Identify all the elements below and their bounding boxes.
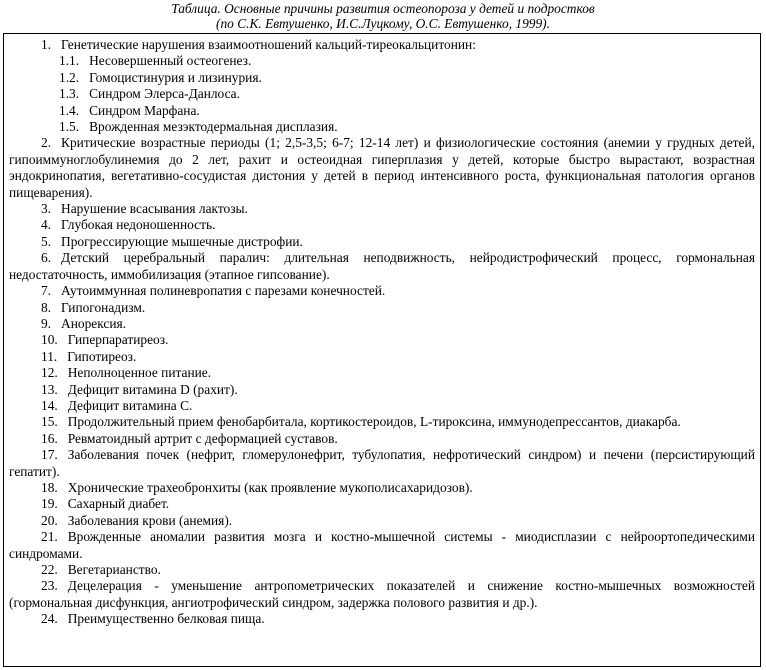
list-item <box>4 431 760 447</box>
item-number: 12. <box>41 365 58 381</box>
list-item <box>4 365 760 381</box>
item-number: 21. <box>41 529 58 545</box>
item-text: Продолжительный прием фенобарбитала, кортикостероидов, L-тироксина, иммунодепрессантов, диакарба. <box>67 414 681 430</box>
item-number: 10. <box>41 332 58 348</box>
list-item <box>4 562 760 578</box>
item-text: Гомоцистинурия и лизинурия. <box>89 69 262 85</box>
list-item <box>4 217 760 233</box>
item-text: Врожденная мезэктодермальная дисплазия. <box>89 119 338 135</box>
item-number: 1.4. <box>59 102 80 118</box>
item-text: Анорексия. <box>61 315 127 331</box>
list-item <box>4 135 760 201</box>
item-number: 3. <box>41 201 52 217</box>
item-text: Гиперпаратиреоз. <box>67 332 169 348</box>
item-number: 18. <box>41 479 58 495</box>
item-text: Заболевания почек (нефрит, гломерулонефрит, тубулопатия, нефротический синдром) и печени (персистирующий гепатит). <box>9 447 755 479</box>
item-number: 9. <box>41 315 52 331</box>
item-text: Дефицит витамина С. <box>67 397 193 413</box>
item-text: Дефицит витамина D (рахит). <box>67 381 238 397</box>
list-item <box>4 414 760 430</box>
causes-table <box>3 33 761 667</box>
item-number: 23. <box>41 578 58 594</box>
list-item <box>4 496 760 512</box>
list-item <box>4 349 760 365</box>
list-item <box>4 119 760 135</box>
list-item <box>4 70 760 86</box>
item-text: Детский церебральный паралич: длительная неподвижность, нейродистрофический процесс, гормональная недостаточность, иммобилизация (этапное гипсование). <box>9 250 755 282</box>
item-text: Синдром Марфана. <box>89 102 200 118</box>
item-text: Децелерация - уменьшение антропометрических показателей и снижение костно-мышечных возможностей (гормональная дисфункция, ангиотрофический синдром, задержка полового развития и др.). <box>9 578 755 610</box>
item-number: 22. <box>41 562 58 577</box>
item-number: 1.2. <box>59 69 80 85</box>
item-number: 1.1. <box>59 53 80 69</box>
caption-line-1: Таблица. Основные причины развития остеопороза у детей и подростков <box>171 1 595 16</box>
caption-line-2: (по С.К. Евтушенко, И.С.Луцкому, О.С. Евтушенко, 1999). <box>216 16 550 31</box>
item-number: 17. <box>41 447 58 463</box>
item-text: Гипогонадизм. <box>61 299 146 315</box>
list-item <box>4 234 760 250</box>
item-number: 16. <box>41 430 58 446</box>
item-text: Несовершенный остеогенез. <box>89 53 252 69</box>
list-item <box>4 201 760 217</box>
item-text: Хронические трахеобронхиты (как проявление мукополисахаридозов). <box>67 479 473 495</box>
item-text: Ревматоидный артрит с деформацией суставов. <box>67 430 338 446</box>
list-item <box>4 529 760 562</box>
list-item <box>4 53 760 69</box>
item-number: 1.5. <box>59 119 80 135</box>
item-number: 5. <box>41 233 52 249</box>
item-text: Врожденные аномалии развития мозга и костно-мышечной системы - миодисплазии с нейроортопедическими синдромами. <box>9 529 755 561</box>
item-text: Вегетарианство. <box>67 562 161 577</box>
item-text: Гипотиреоз. <box>67 348 137 364</box>
item-number: 4. <box>41 217 52 233</box>
item-number: 11. <box>41 348 58 364</box>
list-item <box>4 300 760 316</box>
list-item <box>4 578 760 611</box>
item-text: Нарушение всасывания лактозы. <box>61 201 248 217</box>
item-text: Преимущественно белковая пища. <box>67 611 265 627</box>
item-number: 19. <box>41 496 58 512</box>
table-caption <box>0 0 766 31</box>
item-number: 13. <box>41 381 58 397</box>
list-item <box>4 332 760 348</box>
list-item <box>4 398 760 414</box>
item-text: Синдром Элерса-Данлоса. <box>89 86 240 102</box>
item-text: Прогрессирующие мышечные дистрофии. <box>61 233 303 249</box>
item-text: Заболевания крови (анемия). <box>67 512 233 528</box>
item-number: 24. <box>41 611 58 627</box>
list-item <box>4 480 760 496</box>
item-text: Аутоиммунная полиневропатия с парезами конечностей. <box>61 283 386 299</box>
list-item <box>4 103 760 119</box>
item-number: 1. <box>41 37 52 52</box>
item-number: 7. <box>41 283 52 299</box>
item-text: Генетические нарушения взаимоотношений кальций-тиреокальцитонин: <box>61 37 476 52</box>
list-item <box>4 86 760 102</box>
item-number: 14. <box>41 397 58 413</box>
list-item <box>4 250 760 283</box>
item-number: 15. <box>41 414 58 430</box>
list-item <box>4 283 760 299</box>
item-number: 2. <box>41 135 52 151</box>
item-number: 1.3. <box>59 86 80 102</box>
list-item <box>4 382 760 398</box>
item-text: Глубокая недоношенность. <box>61 217 216 233</box>
list-item <box>4 611 760 627</box>
list-item <box>4 513 760 529</box>
item-text: Неполноценное питание. <box>67 365 212 381</box>
list-item <box>4 316 760 332</box>
item-text: Сахарный диабет. <box>67 496 170 512</box>
item-number: 8. <box>41 299 52 315</box>
list-item <box>4 37 760 53</box>
causes-list <box>4 37 760 628</box>
list-item <box>4 447 760 480</box>
item-text: Критические возрастные периоды (1; 2,5-3,5; 6-7; 12-14 лет) и физиологические состояния (анемии у грудных детей, гипоиммуноглобулинемия до 2 лет, рахит и остеоидная гиперплазия у детей, которые быстро вырастают, возрастная эндокринопатия, вегетативно-сосудистая дистония у детей в период интенсивного роста, функциональная патология органов пищеварения). <box>9 135 755 200</box>
item-number: 6. <box>41 250 52 266</box>
item-number: 20. <box>41 512 58 528</box>
